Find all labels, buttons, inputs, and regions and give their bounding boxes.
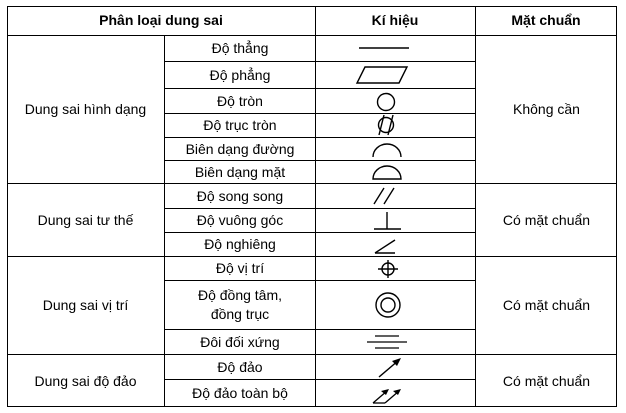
item-label: Độ đảo toàn bộ: [192, 385, 288, 401]
datum-form: Không cần: [513, 101, 580, 117]
header-classification: Phân loại dung sai: [99, 12, 223, 28]
item-label: Đôi đối xứng: [200, 333, 280, 350]
item-label: Độ nghiêng: [204, 236, 276, 252]
datum-location: Có mặt chuẩn: [502, 297, 591, 313]
parallelism-icon: [371, 187, 401, 205]
item-label: Biên dạng đường: [185, 140, 295, 157]
perpendicularity-icon: [373, 211, 403, 231]
item-label: Độ song song: [196, 187, 284, 204]
tolerance-table: [7, 6, 617, 407]
cylindricity-icon: [373, 114, 401, 136]
item-label: Độ trục tròn: [203, 117, 277, 133]
circularity-icon: [375, 91, 397, 113]
group-name-location: Dung sai vị trí: [42, 297, 129, 313]
item-label: Biên dạng mặt: [194, 163, 286, 180]
flatness-icon: [355, 65, 411, 85]
header-datum: Mặt chuẩn: [511, 12, 581, 28]
angularity-icon: [373, 235, 401, 255]
item-label: Độ vị trí: [215, 260, 265, 276]
item-label: Độ phẳng: [209, 66, 271, 83]
group-name-runout: Dung sai độ đảo: [34, 372, 137, 389]
group-name-form: Dung sai hình dạng: [24, 101, 147, 117]
concentricity-icon: [373, 290, 403, 320]
straightness-icon: [359, 40, 419, 56]
item-label: Độ vuông góc: [196, 212, 284, 228]
total-runout-icon: [369, 380, 409, 406]
position-icon: [377, 259, 399, 279]
circular-runout-icon: [375, 357, 405, 379]
item-label: Độ đảo: [217, 358, 263, 375]
header-symbol: Kí hiệu: [371, 12, 419, 28]
symmetry-icon: [365, 333, 409, 351]
item-label: Độ tròn: [217, 92, 263, 109]
datum-runout: Có mặt chuẩn: [502, 372, 591, 389]
surface-profile-icon: [371, 162, 403, 182]
item-label: Độ đồng tâm, đồng trục: [197, 287, 283, 322]
datum-orientation: Có mặt chuẩn: [502, 211, 591, 228]
item-label: Độ thẳng: [211, 40, 269, 56]
group-name-orientation: Dung sai tư thế: [37, 211, 134, 228]
line-profile-icon: [371, 139, 403, 159]
